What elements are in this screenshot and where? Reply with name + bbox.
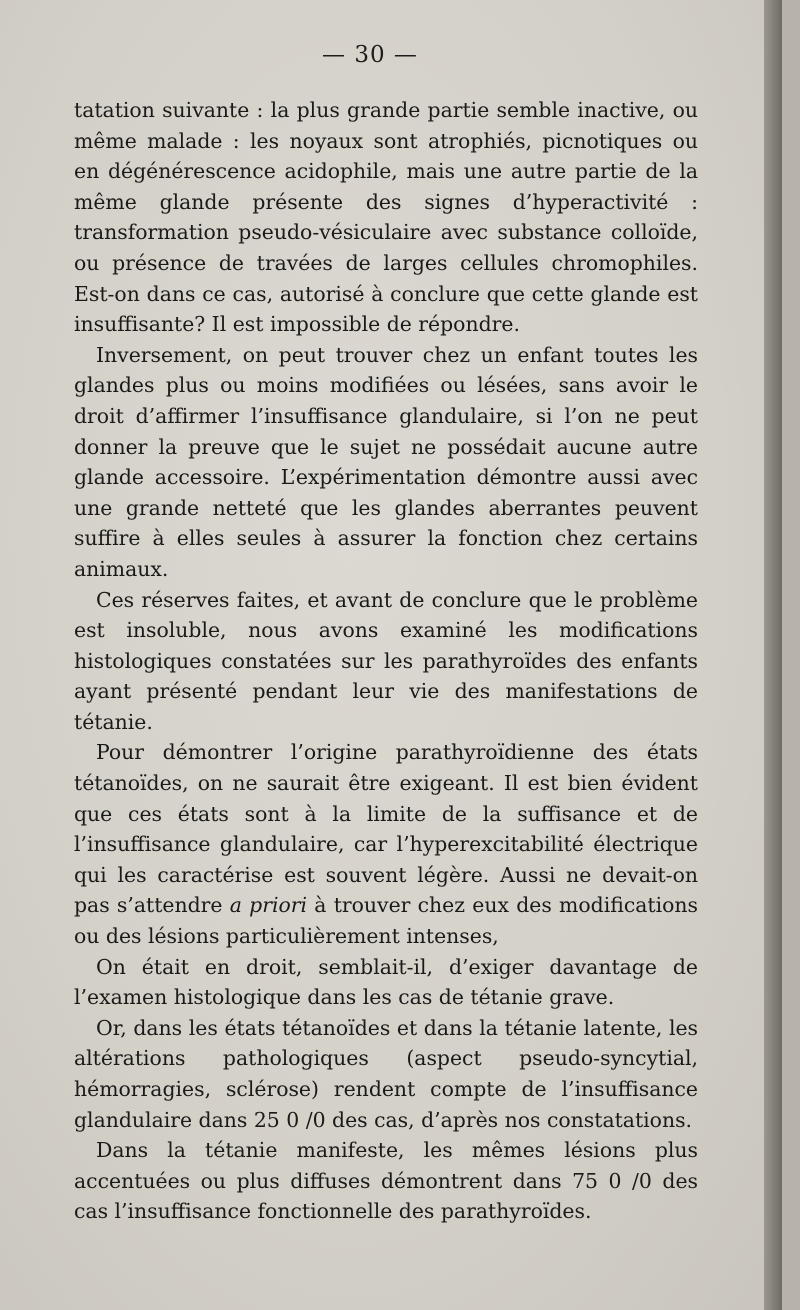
body-text <box>74 95 698 1227</box>
paragraph-1: tatation suivante : la plus grande partie semble inactive, ou même malade : les noyaux sont atrophiés, picnotiques ou en dégénérescence acidophile, mais une autre partie de la même glande présente des signes d’hyperactivité : transformation pseudo-vésiculaire avec substance colloïde, ou présence de travées de larges cellules chromophiles. Est-on dans ce cas, autorisé à conclure que cette glande est insuffisante? Il est impossible de répondre. <box>74 98 698 337</box>
paragraph-6: Or, dans les états tétanoïdes et dans la tétanie latente, les altérations pathologiques (aspect pseudo-syncytial, hémorragies, sclérose) rendent compte de l’insuffisance glandulaire dans 25 0 /0 des cas, d’après nos constatations. <box>74 1015 698 1132</box>
paragraph-5: On était en droit, semblait-il, d’exiger davantage de l’examen histologique dans les cas de tétanie grave. <box>74 954 698 1010</box>
paragraph-4-text-before: Pour démontrer l’origine parathyroïdienne des états tétanoïdes, on ne saurait être exigeant. Il est bien évident que ces états sont à la limite de la suffisance et de l’insuffisance glandulaire, car l’hyperexcitabilité électrique qui les caractérise est souvent légère. Aussi ne devait-on pas s’attendre <box>74 740 698 918</box>
page-edge-shadow <box>764 0 782 1310</box>
paragraph-4-text-after: à trouver chez eux des modifications ou des lésions particulièrement intenses, <box>74 893 698 949</box>
paragraph-3: Ces réserves faites, et avant de conclure que le problème est insoluble, nous avons examiné les modifications histologiques constatées sur les parathyroïdes des enfants ayant présenté pendant leur vie des manifestations de tétanie. <box>74 587 698 734</box>
paragraph-7: Dans la tétanie manifeste, les mêmes lésions plus accentuées ou plus diffuses démontrent dans 75 0 /0 des cas l’insuffisance fonctionnelle des parathyroïdes. <box>74 1138 698 1224</box>
page-number: — 30 — <box>322 42 418 68</box>
paragraph-4 <box>74 737 698 951</box>
italic-a-priori: a priori <box>229 893 308 918</box>
paragraph-2: Inversement, on peut trouver chez un enfant toutes les glandes plus ou moins modifiées ou lésées, sans avoir le droit d’affirmer l’insuffisance glandulaire, si l’on ne peut donner la preuve que le sujet ne possédait aucune autre glande accessoire. L’expérimentation démontre aussi avec une grande netteté que les glandes aberrantes peuvent suffire à elles seules à assurer la fonction chez certains animaux. <box>74 342 698 581</box>
